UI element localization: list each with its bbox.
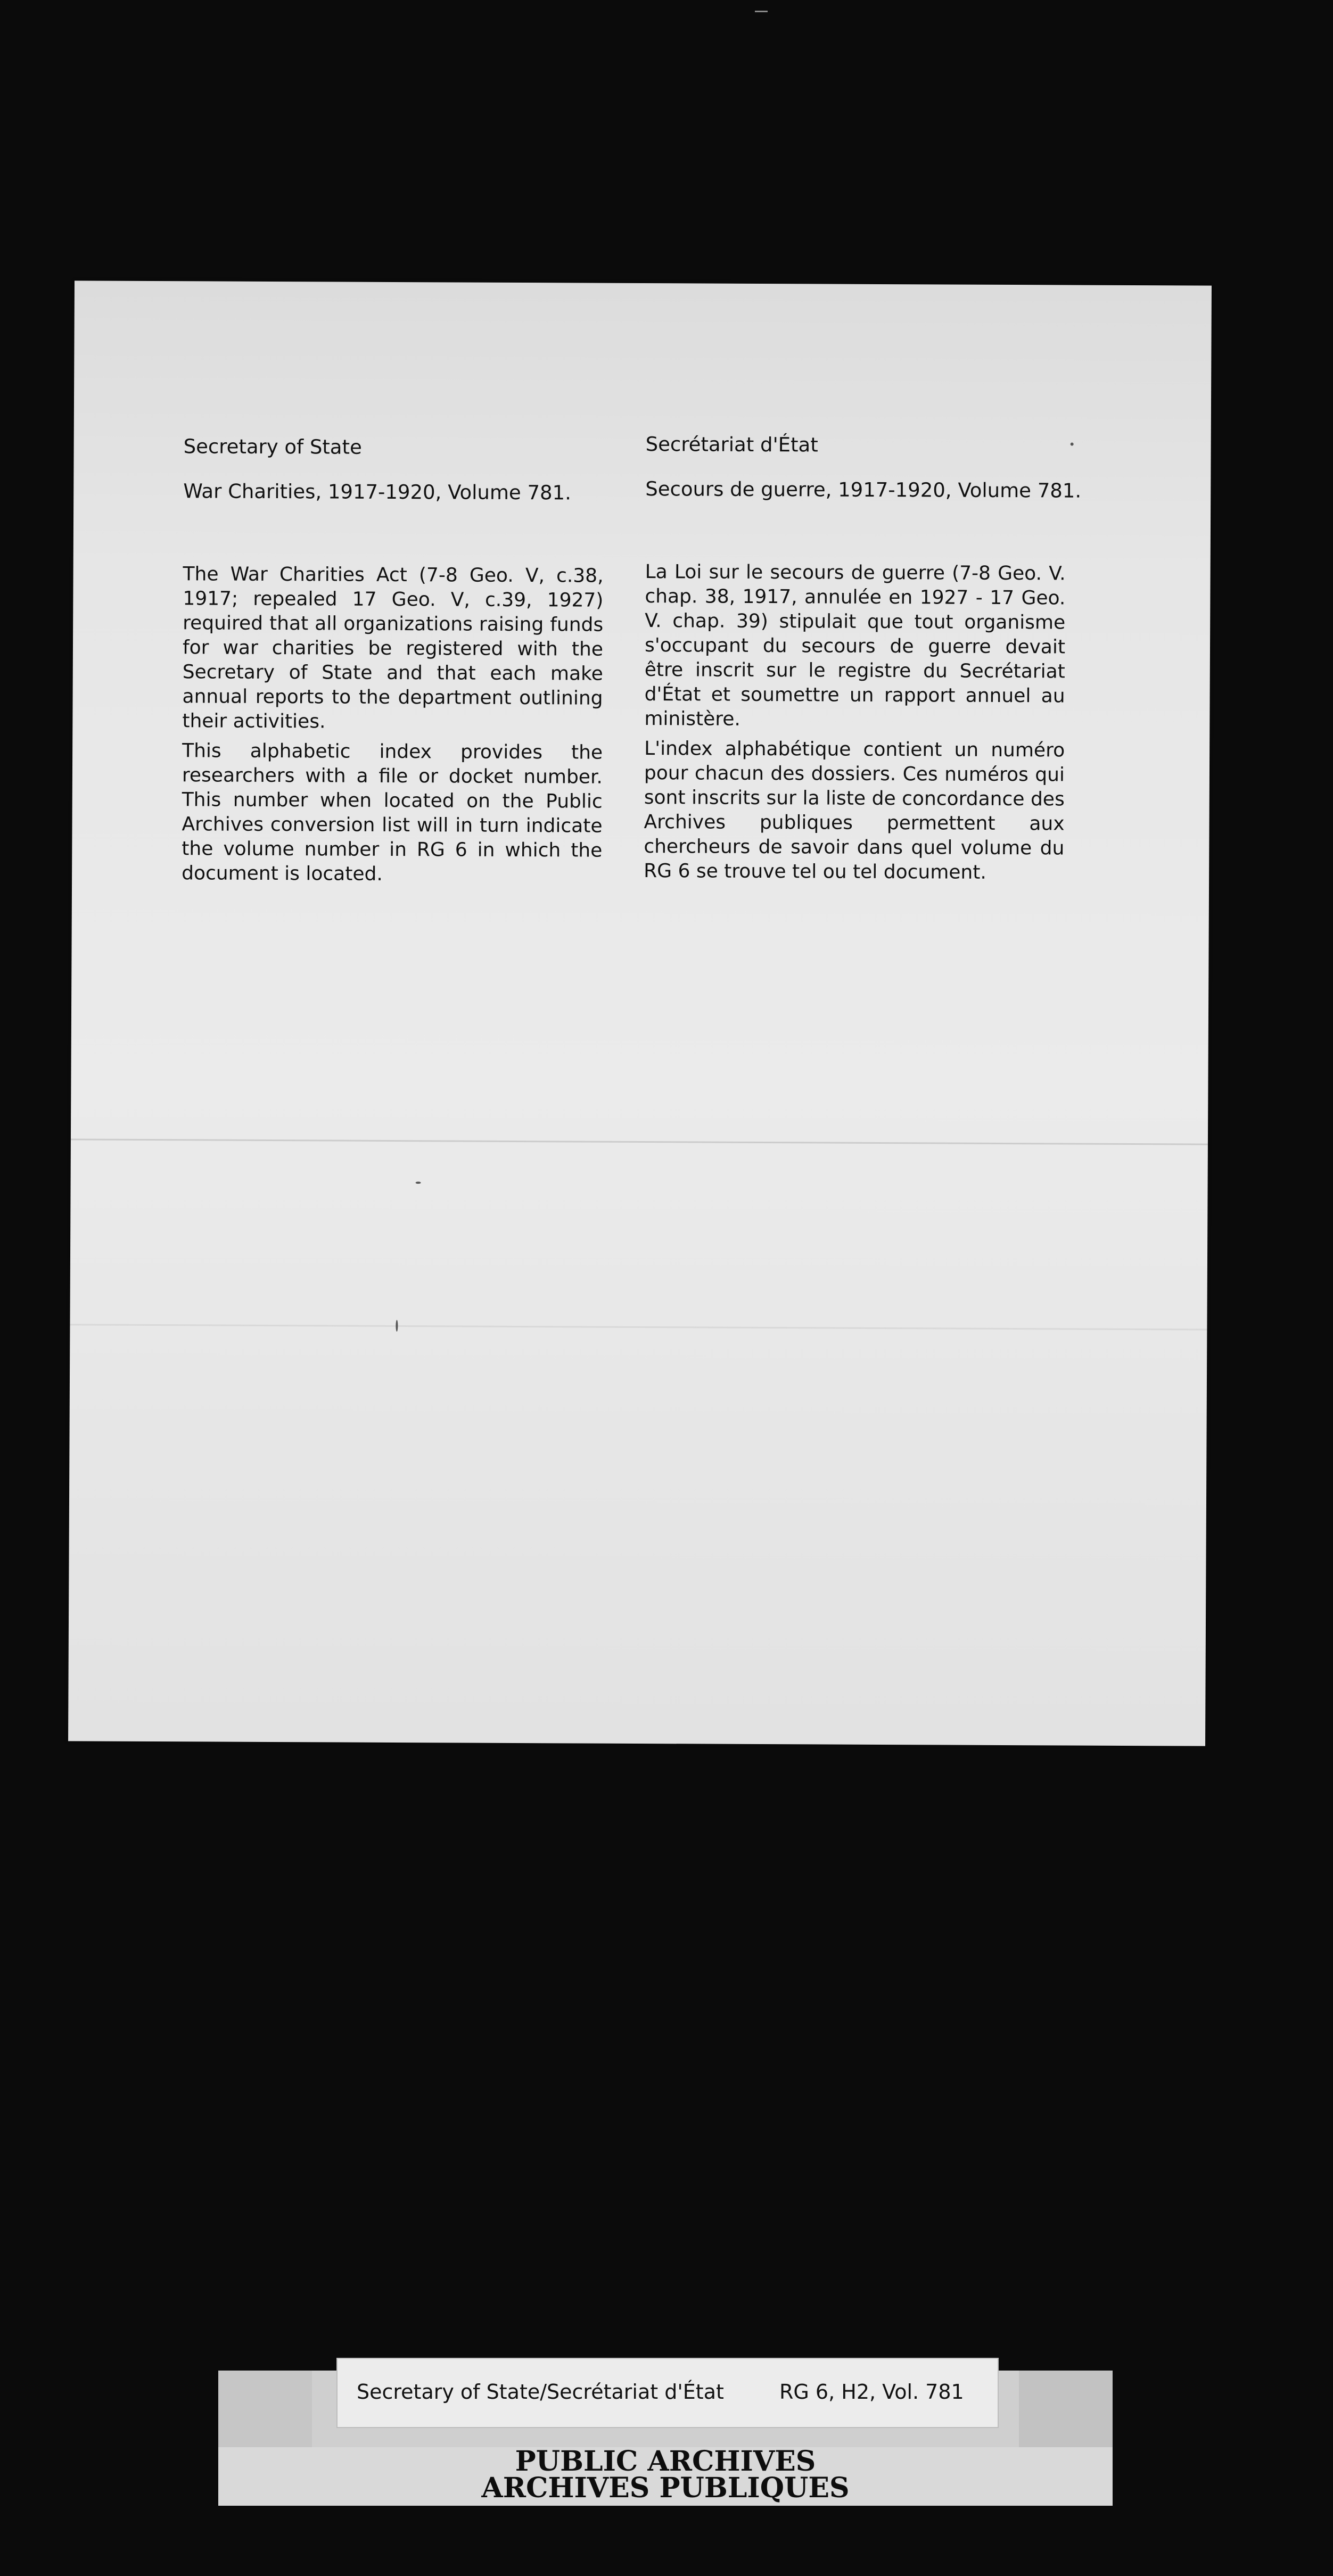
french-paragraph-2: L'index alphabétique contient un numéro pour chacun des dossiers. Ces numéros qui sont inscrits sur la liste de concordance des Archives publiques permettent aux chercheurs de savoir dans quel volume du RG 6 se trouve tel ou tel document. [644,738,1065,884]
label-department: Secretary of State/Secrétariat d'État [357,2380,724,2404]
film-mark [755,11,768,12]
french-paragraph-1: La Loi sur le secours de guerre (7-8 Geo. V. chap. 38, 1917, annulée en 1927 - 17 Geo. V. chap. 39) stipulait que tout organisme s'occupant du secours de guerre devait être inscrit sur le registre du Secrétariat d'État et soumettre un rapport annuel au ministère. [644,561,1066,730]
stamp-line-2: ARCHIVES PUBLIQUES [481,2472,850,2504]
document-page [68,280,1212,1746]
french-column [644,283,1082,884]
english-title: Secretary of State [183,435,362,459]
archives-stamp [218,2445,1113,2504]
paper-speck [396,1320,398,1332]
paper-speck [416,1182,421,1184]
label-reference: RG 6, H2, Vol. 781 [779,2380,964,2404]
english-paragraph-1: The War Charities Act (7-8 Geo. V, c.38, 1917; repealed 17 Geo. V, c.39, 1927) required that all organizations raising funds for war charities be registered with the Secretary of State and that each make annual reports to the department outlining their activities. [182,563,604,733]
film-label-card [336,2358,999,2428]
paper-fold [71,1138,1208,1145]
english-paragraph-2: This alphabetic index provides the researchers with a file or docket number. This number when located on the Public Archives conversion list will in turn indicate the volume number in RG 6 in which the document is located. [182,740,603,885]
stamp-line-1: PUBLIC ARCHIVES [515,2445,816,2478]
french-subtitle: Secours de guerre, 1917-1920, Volume 781. [645,477,1082,502]
paper-speck [1071,443,1074,446]
paper-fold [70,1324,1207,1330]
english-subtitle: War Charities, 1917-1920, Volume 781. [183,480,571,505]
english-column [182,281,610,885]
french-title: Secrétariat d'État [645,433,818,457]
